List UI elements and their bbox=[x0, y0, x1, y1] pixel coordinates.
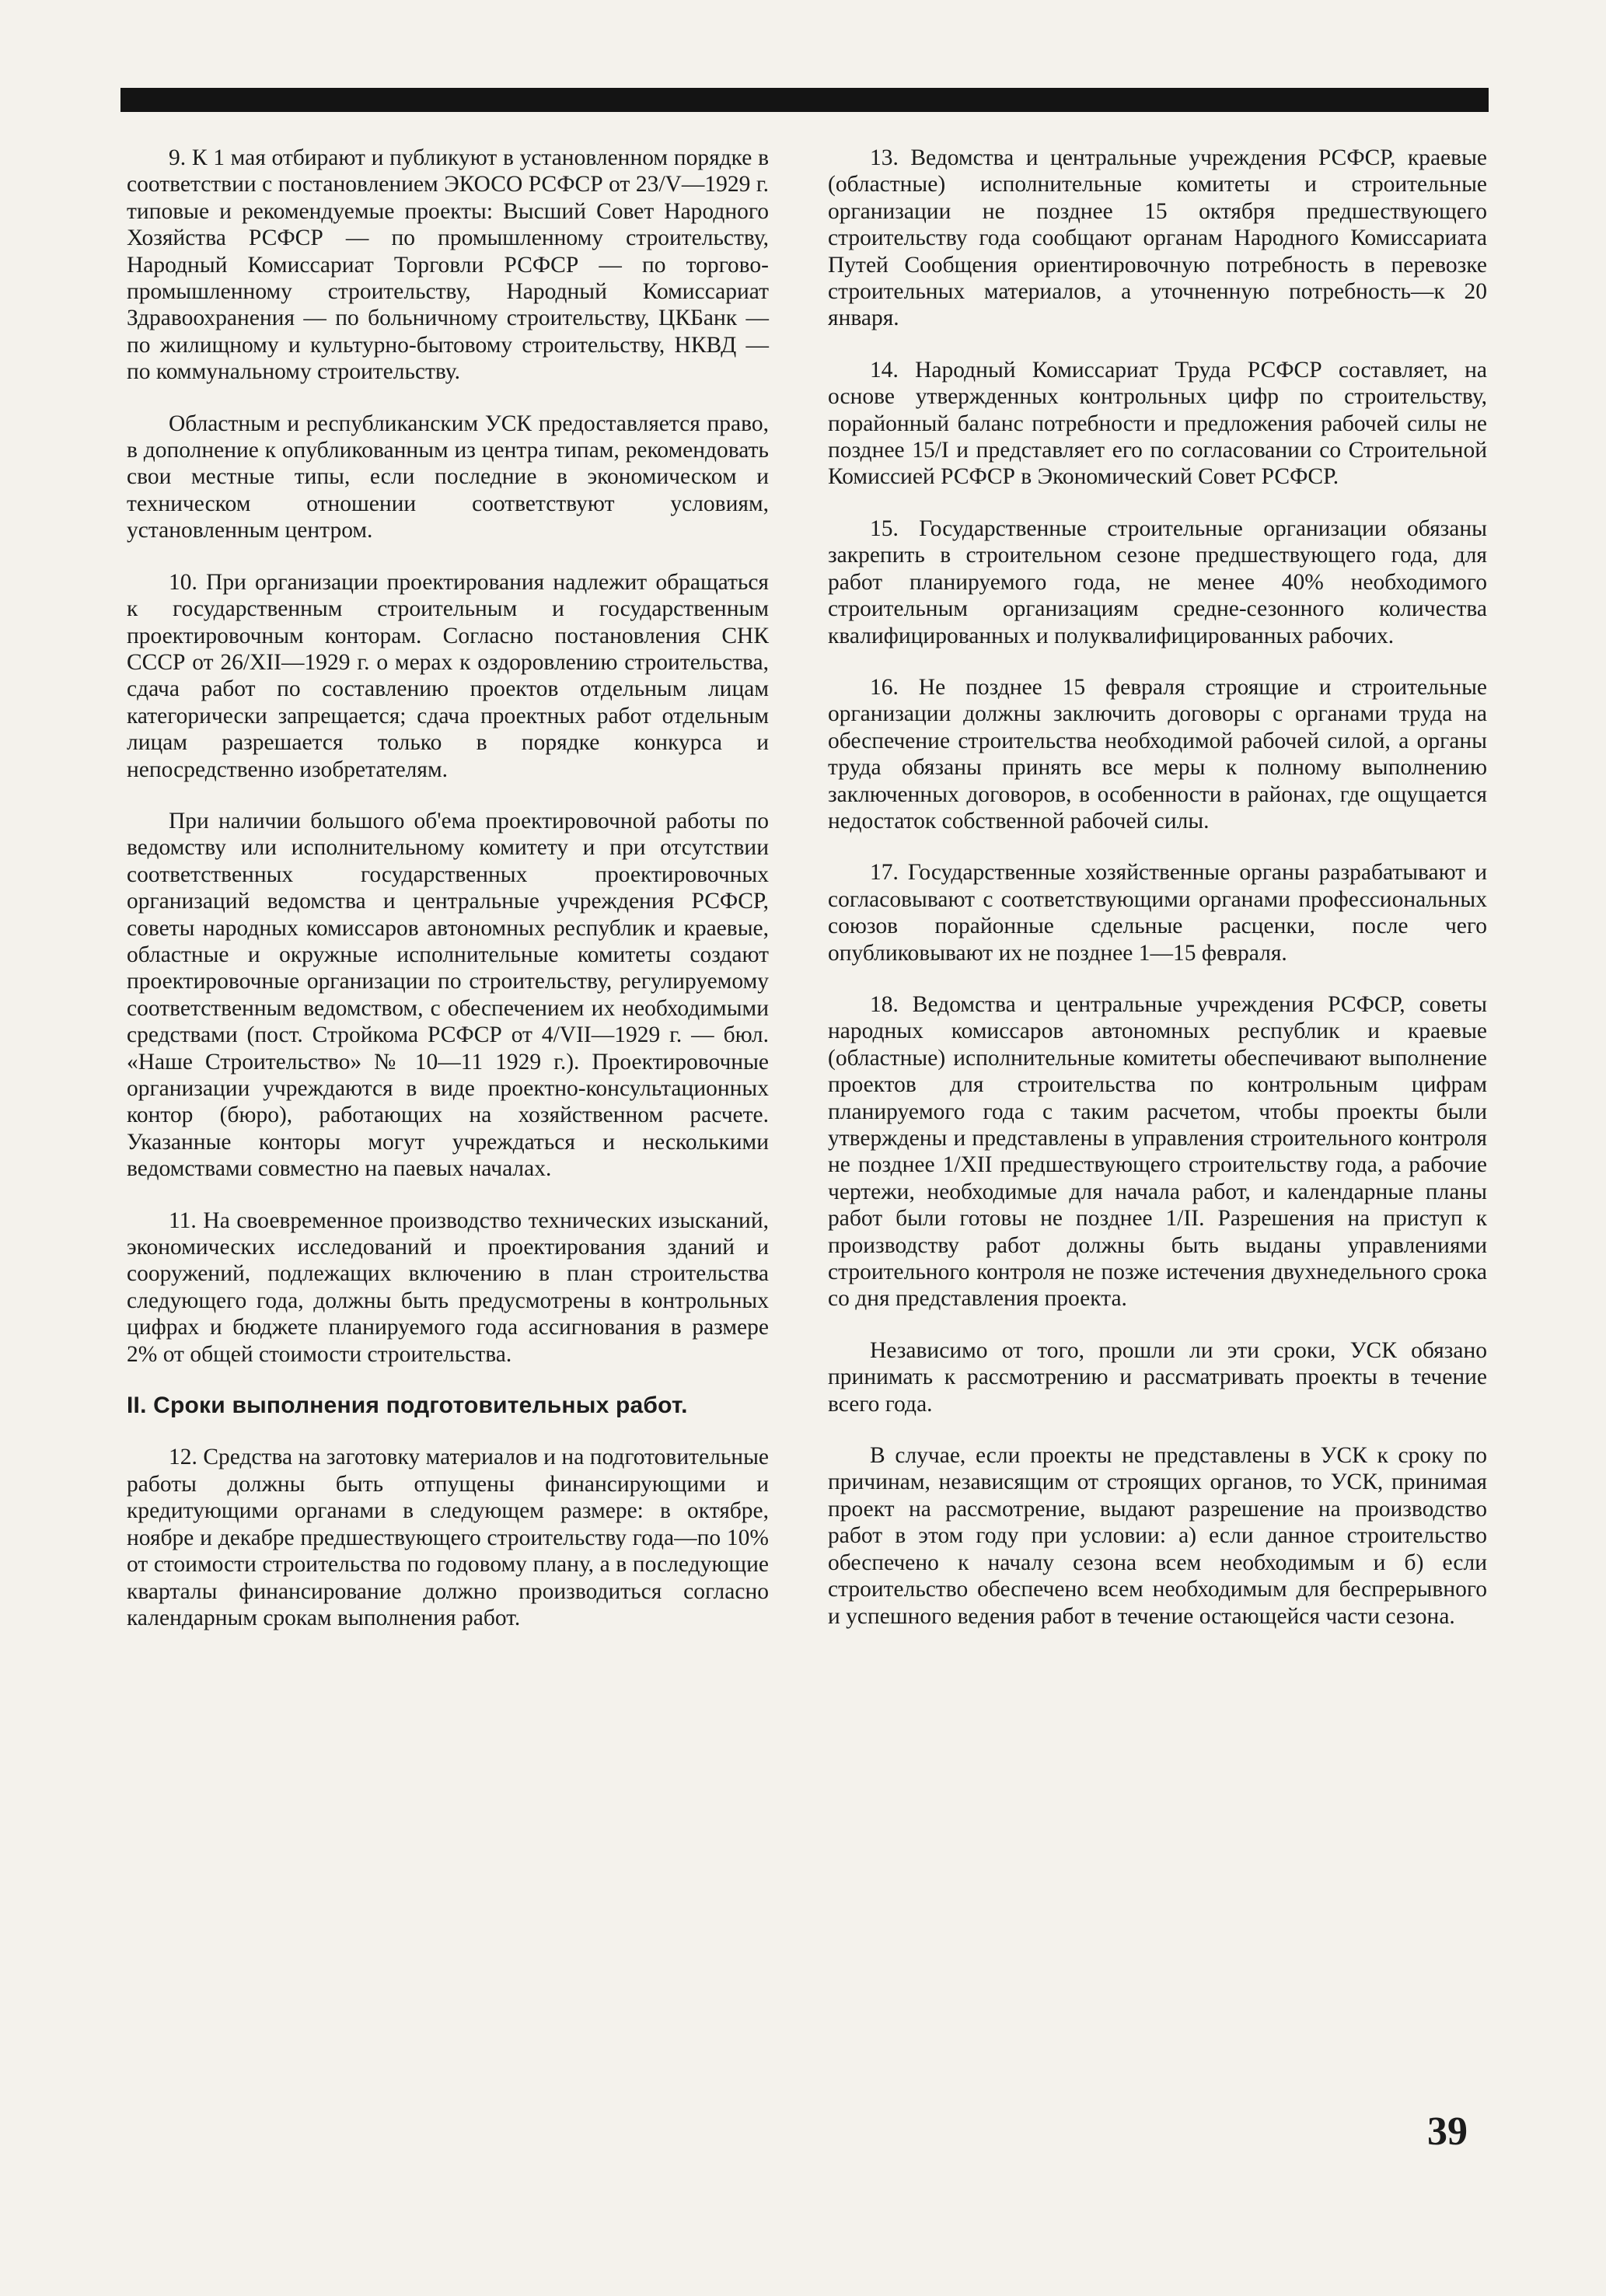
paragraph-18-final: В случае, если проекты не представлены в УСК к сроку по причинам, независящим от строящих органов, то УСК, принимая проект на рассмотрение, выдают разрешение на производство работ в этом году при условии: а) если данное строительство обеспечено к началу сезона всем необходимым и б) если строительство обеспечено всем необходимым для беспрерывного и успешного ведения работ в течение остающейся части сезона. bbox=[828, 1443, 1487, 1629]
paragraph-18: 18. Ведомства и центральные учреждения РСФСР, советы народных комиссаров автономных республик и краевые (областные) исполнительные комитеты обеспечивают выполнение проектов для строительства по контрольным цифрам планируемого года с таким расчетом, чтобы проекты были утверждены и представлены в управления строительного контроля не позднее 1/XII предшествующего строительству года, а рабочие чертежи, необходимые для начала работ, и календарные планы работ были готовы не позднее 1/II. Разрешения на приступ к производству работ должны быть выданы управлениями строительного контроля не позже истечения двухнедельного срока со дня представления проекта. bbox=[828, 991, 1487, 1312]
paragraph-15: 15. Государственные строительные организации обязаны закрепить в строительном сезоне предшествующего года, для работ планируемого года, не менее 40% необходимого строительным организациям средне-сезонного количества квалифицированных и полуквалифицированных рабочих. bbox=[828, 515, 1487, 648]
left-column bbox=[127, 145, 769, 1656]
page-number: 39 bbox=[1427, 2109, 1468, 2154]
paragraph-14: 14. Народный Комиссариат Труда РСФСР составляет, на основе утвержденных контрольных цифр по строительству, порайонный баланс потребности и предложения рабочей силы не позднее 15/I и представляет его по согласовании со Строительной Комиссией РСФСР в Экономический Совет РСФСР. bbox=[828, 357, 1487, 490]
paragraph-11: 11. На своевременное производство технических изысканий, экономических исследований и проектирования зданий и сооружений, подлежащих включению в план строительства следующего года, должны быть предусмотрены в контрольных цифрах и бюджете планируемого года ассигнования в размере 2% от общей стоимости строительства. bbox=[127, 1207, 769, 1367]
paragraph-10-continued: При наличии большого об'ема проектировочной работы по ведомству или исполнительному комитету и при отсутствии соответственных государственных проектировочных организаций ведомства и центральные учреждения РСФСР, советы народных комиссаров автономных республик и краевые, областные и окружные исполнительные комитеты создают проектировочные организации по строительству, регулируемому соответственным ведомством, с обеспечением их необходимыми средствами (пост. Стройкома РСФСР от 4/VII—1929 г. — бюл. «Наше Строительство» № 10—11 1929 г.). Проектировочные организации учреждаются в виде проектно-консультационных контор (бюро), работающих на хозяйственном расчете. Указанные конторы могут учреждаться и несколькими ведомствами совместно на паевых началах. bbox=[127, 808, 769, 1182]
right-column bbox=[828, 145, 1487, 1655]
paragraph-17: 17. Государственные хозяйственные органы разрабатывают и согласовывают с соответствующими органами профессиональных союзов порайонные сдельные расценки, после чего опубликовывают их не позднее 1—15 февраля. bbox=[828, 860, 1487, 966]
section-heading: II. Сроки выполнения подготовительных работ. bbox=[127, 1393, 688, 1419]
paragraph-9-continued: Областным и республиканским УСК предоставляется право, в дополнение к опубликованным из центра типам, рекомендовать свои местные типы, если последние в экономическом и техническом отношении соответствуют условиям, установленным центром. bbox=[127, 411, 769, 543]
paragraph-18-continued: Независимо от того, прошли ли эти сроки, УСК обязано принимать к рассмотрению и рассматривать проекты в течение всего года. bbox=[828, 1337, 1487, 1417]
paragraph-10: 10. При организации проектирования надлежит обращаться к государственным строительным и государственным проектировочным конторам. Согласно постановления СНК СССР от 26/XII—1929 г. о мерах к оздоровлению строительства, сдача работ по составлению проектов отдельным лицам категорически запрещается; сдача проектных работ отдельным лицам разрешается только в порядке конкурса и непосредственно изобретателям. bbox=[127, 569, 769, 782]
top-rule bbox=[120, 88, 1489, 112]
paragraph-9: 9. К 1 мая отбирают и публикуют в установленном порядке в соответствии с постановлением ЭКОСО РСФСР от 23/V—1929 г. типовые и рекомендуемые проекты: Высший Совет Народного Хозяйства РСФСР — по промышленному строительству, Народный Комиссариат Торговли РСФСР — по торгово-промышленному строительству, Народный Комиссариат Здравоохранения — по больничному строительству, ЦКБанк — по жилищному и культурно-бытовому строительству, НКВД — по коммунальному строительству. bbox=[127, 145, 769, 385]
paragraph-13: 13. Ведомства и центральные учреждения РСФСР, краевые (областные) исполнительные комитеты и строительные организации не позднее 15 октября предшествующего строительству года сообщают органам Народного Комиссариата Путей Сообщения ориентировочную потребность в перевозке строительных материалов, а уточненную потребность—к 20 января. bbox=[828, 145, 1487, 331]
paragraph-12: 12. Средства на заготовку материалов и на подготовительные работы должны быть отпущены финансирующими и кредитующими органами в следующем размере: в октябре, ноябре и декабре предшествующего строительству года—по 10% от стоимости строительства по годовому плану, а в последующие кварталы финансирование должно производиться согласно календарным срокам выполнения работ. bbox=[127, 1445, 769, 1630]
paragraph-16: 16. Не позднее 15 февраля строящие и строительные организации должны заключить договоры с органами труда на обеспечение строительства необходимой рабочей силой, а органы труда обязаны принять все меры к полному выполнению заключенных договоров, в особенности в районах, где ощущается недостаток собственной рабочей силы. bbox=[828, 674, 1487, 833]
